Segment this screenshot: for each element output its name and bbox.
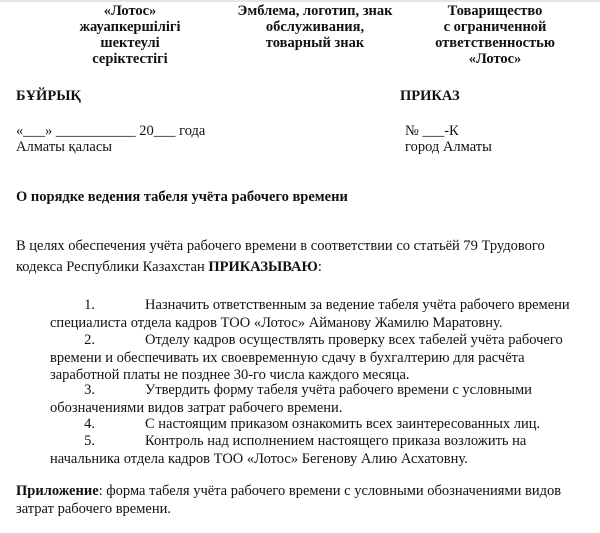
appendix-text: : форма табеля учёта рабочего времени с условными обозначениями видов [98, 483, 562, 499]
header-line: «Лотос» [103, 3, 157, 19]
city-ru: город Алматы [405, 139, 492, 155]
item-text-cont: специалиста отдела кадров ТОО «Лотос» Айманову Жамилю Маратовну. [50, 314, 503, 331]
header-line: жауапкершілігі [79, 19, 181, 35]
item-number: 4. [84, 416, 95, 432]
item-number: 1. [84, 297, 95, 313]
appendix-line-2: затрат рабочего времени. [16, 501, 171, 517]
item-text-cont: начальника отдела кадров ТОО «Лотос» Бегенову Алию Асхатовну. [50, 450, 468, 467]
preamble-line-2 [16, 259, 322, 276]
item-text: Назначить ответственным за ведение табеля учёта рабочего времени [145, 297, 570, 313]
order-item-3 [50, 382, 590, 417]
order-keyword: ПРИКАЗЫВАЮ [208, 259, 318, 275]
item-number: 2. [84, 332, 95, 348]
item-text-cont: времени и обеспечивать их своевременную сдачу в бухгалтерию для расчёта [50, 349, 525, 366]
preamble-line-1: В целях обеспечения учёта рабочего времени в соответствии со статьёй 79 Трудового [16, 238, 545, 254]
item-text: Отделу кадров осуществлять проверку всех табелей учёта рабочего [145, 332, 563, 348]
item-text-cont: заработной платы не позднее 30-го числа каждого месяца. [50, 367, 410, 384]
order-item-2 [50, 332, 590, 385]
preamble-text: кодекса Республики Казахстан [16, 259, 209, 275]
city-kz: Алматы қаласы [16, 139, 113, 155]
header-line: товарный знак [265, 35, 365, 51]
top-border [0, 0, 600, 2]
header-org-ru [410, 3, 580, 67]
order-item-4 [50, 416, 590, 434]
appendix-label: Приложение [16, 483, 99, 499]
header-line: серіктестігі [92, 51, 168, 67]
item-text: С настоящим приказом ознакомить всех заинтересованных лиц. [145, 416, 541, 432]
header-line: «Лотос» [468, 51, 522, 67]
title-kz: БҰЙРЫҚ [16, 88, 81, 104]
header-emblem [220, 3, 410, 51]
date-line: «___» ___________ 20___ года [16, 123, 206, 139]
order-subject: О порядке ведения табеля учёта рабочего времени [16, 189, 348, 205]
order-item-1 [50, 297, 590, 332]
header-line: Эмблема, логотип, знак [237, 3, 393, 19]
header-org-kz [40, 3, 220, 67]
item-text: Утвердить форму табеля учёта рабочего времени с условными [145, 382, 532, 398]
order-item-5 [50, 433, 590, 468]
item-text-cont: обозначениями видов затрат рабочего времени. [50, 399, 343, 416]
header-line: обслуживания, [265, 19, 365, 35]
header-line: с ограниченной [443, 19, 547, 35]
appendix-line-1 [16, 483, 561, 500]
item-number: 3. [84, 382, 95, 398]
header-line: шектеулі [100, 35, 160, 51]
title-ru: ПРИКАЗ [400, 88, 460, 104]
item-number: 5. [84, 433, 95, 449]
header-line: ответственностью [435, 35, 555, 51]
header-line: Товарищество [447, 3, 543, 19]
preamble-colon: : [317, 259, 322, 275]
item-text: Контроль над исполнением настоящего приказа возложить на [145, 433, 527, 449]
order-number: № ___-К [405, 123, 459, 139]
